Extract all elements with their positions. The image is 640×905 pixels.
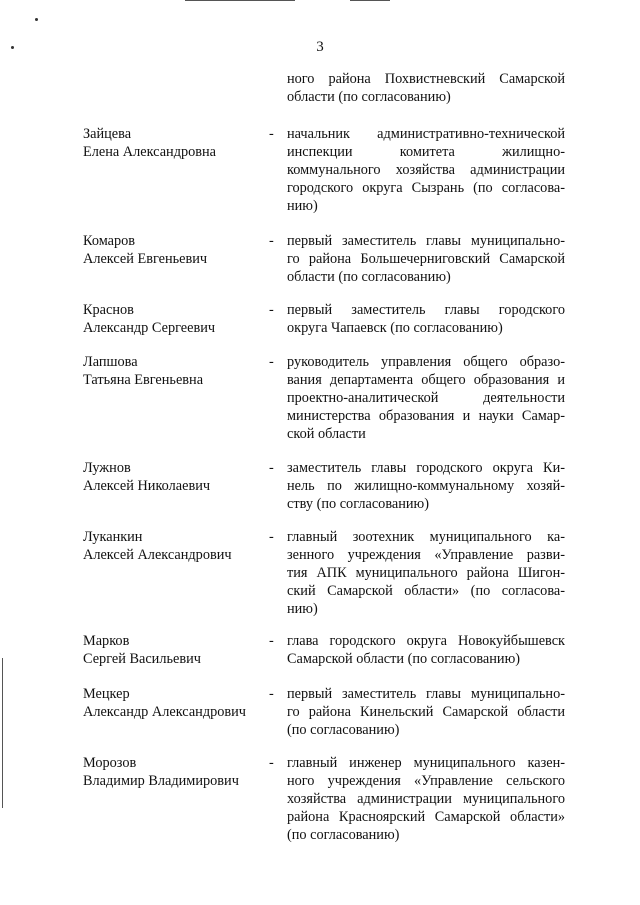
- scan-artifact: [350, 0, 390, 1]
- surname: Морозов: [83, 755, 137, 771]
- surname: Комаров: [83, 233, 136, 249]
- scan-artifact: [2, 658, 3, 808]
- member-position: [287, 125, 565, 215]
- position-line: нию): [287, 198, 318, 214]
- position-line: тия АПК муниципального района Шигон-: [287, 565, 565, 581]
- given-names: Александр Александрович: [83, 704, 246, 720]
- position-line: (по согласованию): [287, 827, 400, 843]
- position-line: зенного учреждения «Управление разви-: [287, 547, 565, 563]
- member-name: [83, 232, 263, 268]
- surname: Лапшова: [83, 354, 138, 370]
- position-line: района Красноярский Самарской области»: [287, 809, 565, 825]
- member-name: [83, 685, 263, 721]
- position-line: главный инженер муниципального казен-: [287, 755, 565, 771]
- dash: -: [269, 755, 274, 771]
- position-line: округа Чапаевск (по согласованию): [287, 320, 503, 336]
- dash: -: [269, 233, 274, 249]
- given-names: Владимир Владимирович: [83, 773, 239, 789]
- dash: -: [269, 126, 274, 142]
- dash: -: [269, 460, 274, 476]
- position-line: Самарской области (по согласованию): [287, 651, 521, 667]
- surname: Марков: [83, 633, 130, 649]
- member-name: [83, 459, 263, 495]
- position-line: нию): [287, 601, 318, 617]
- position-line: коммунального хозяйства администрации: [287, 162, 565, 178]
- position-line: инспекции комитета жилищно-: [287, 144, 565, 160]
- scan-artifact: [185, 0, 295, 1]
- position-line: ской области: [287, 426, 366, 442]
- surname: Зайцева: [83, 126, 132, 142]
- given-names: Татьяна Евгеньевна: [83, 372, 204, 388]
- member-name: [83, 353, 263, 389]
- continuation-line: области (по согласованию): [287, 89, 451, 105]
- position-line: первый заместитель главы муниципально-: [287, 686, 565, 702]
- position-line: заместитель главы городского округа Ки-: [287, 460, 565, 476]
- given-names: Сергей Васильевич: [83, 651, 201, 667]
- position-line: ский Самарской области» (по согласова-: [287, 583, 565, 599]
- position-line: глава городского округа Новокуйбышевск: [287, 633, 565, 649]
- member-position: [287, 353, 565, 443]
- position-line: вания департамента общего образования и: [287, 372, 565, 388]
- position-line: го района Кинельский Самарской области: [287, 704, 565, 720]
- position-line: ству (по согласованию): [287, 496, 429, 512]
- member-name: [83, 754, 263, 790]
- surname: Луканкин: [83, 529, 143, 545]
- continuation-line: ного района Похвистневский Самарской: [287, 71, 565, 87]
- position-line: го района Большечерниговский Самарской: [287, 251, 565, 267]
- continuation-text: [287, 70, 565, 106]
- position-line: руководитель управления общего образо-: [287, 354, 565, 370]
- position-line: начальник административно-технической: [287, 126, 565, 142]
- member-position: [287, 528, 565, 618]
- member-position: [287, 754, 565, 844]
- position-line: (по согласованию): [287, 722, 400, 738]
- member-position: [287, 232, 565, 286]
- dash: -: [269, 354, 274, 370]
- surname: Мецкер: [83, 686, 130, 702]
- position-line: хозяйства администрации муниципального: [287, 791, 565, 807]
- position-line: нель по жилищно-коммунальному хозяй-: [287, 478, 565, 494]
- position-line: городского округа Сызрань (по согласова-: [287, 180, 565, 196]
- given-names: Алексей Александрович: [83, 547, 232, 563]
- position-line: министерства образования и науки Самар-: [287, 408, 565, 424]
- surname: Лужнов: [83, 460, 131, 476]
- dash: -: [269, 302, 274, 318]
- given-names: Алексей Николаевич: [83, 478, 211, 494]
- position-line: первый заместитель главы городского: [287, 302, 565, 318]
- position-line: первый заместитель главы муниципально-: [287, 233, 565, 249]
- given-names: Александр Сергеевич: [83, 320, 216, 336]
- position-line: главный зоотехник муниципального ка-: [287, 529, 565, 545]
- dash: -: [269, 633, 274, 649]
- given-names: Алексей Евгеньевич: [83, 251, 208, 267]
- member-name: [83, 301, 263, 337]
- position-line: проектно-аналитической деятельности: [287, 390, 565, 406]
- member-position: [287, 301, 565, 337]
- dash: -: [269, 529, 274, 545]
- member-position: [287, 685, 565, 739]
- scan-artifact: [35, 18, 38, 21]
- position-line: области (по согласованию): [287, 269, 451, 285]
- member-position: [287, 459, 565, 513]
- member-name: [83, 632, 263, 668]
- member-position: [287, 632, 565, 668]
- given-names: Елена Александровна: [83, 144, 217, 160]
- position-line: ного учреждения «Управление сельского: [287, 773, 565, 789]
- member-name: [83, 528, 263, 564]
- page-number: 3: [316, 39, 324, 55]
- dash: -: [269, 686, 274, 702]
- member-name: [83, 125, 263, 161]
- surname: Краснов: [83, 302, 134, 318]
